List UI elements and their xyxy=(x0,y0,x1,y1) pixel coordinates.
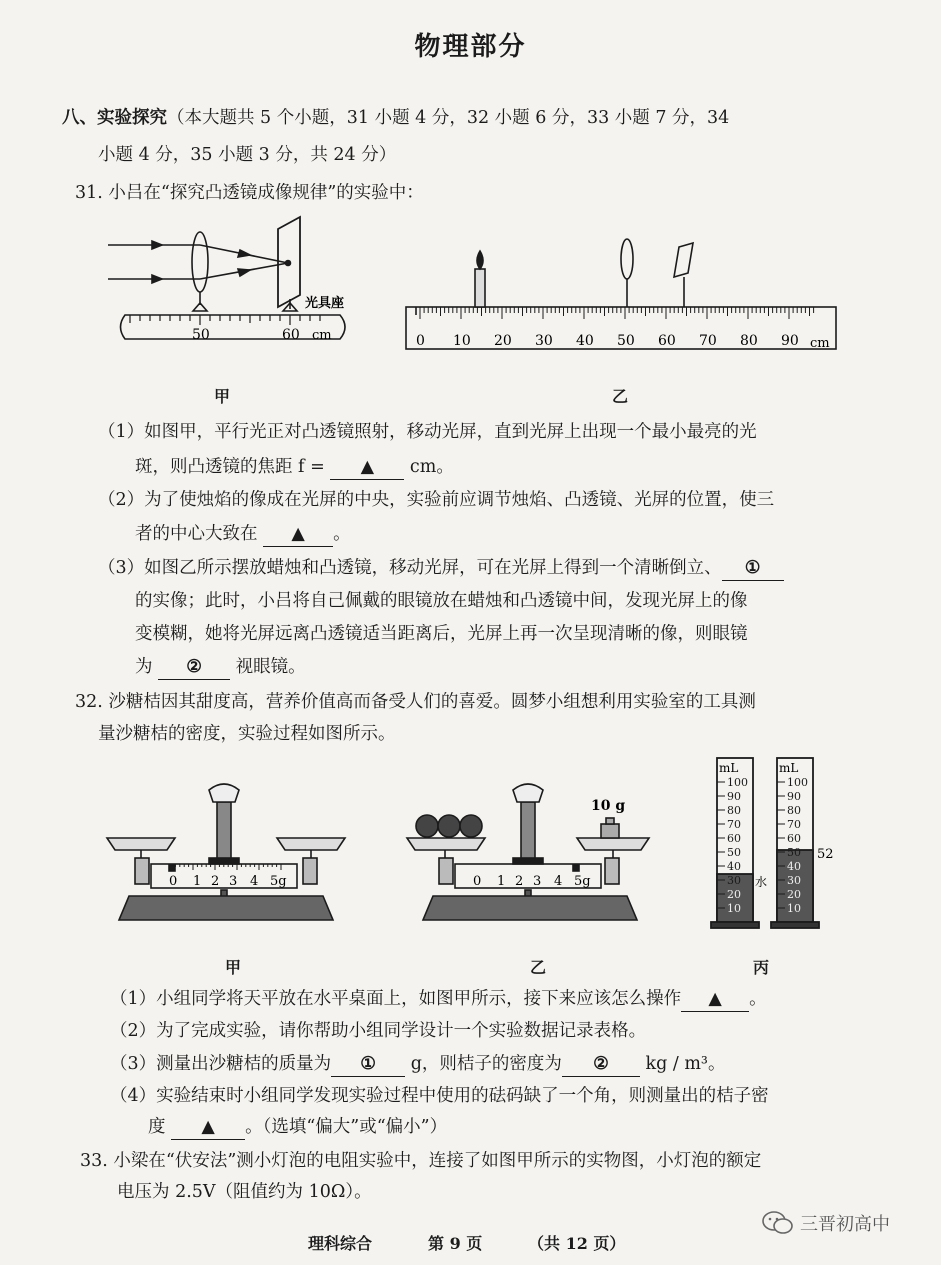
q31-caption-yi: 乙 xyxy=(612,387,629,406)
weight-10g-label: 10 g xyxy=(591,798,626,814)
yi-ruler-label: 40 xyxy=(576,333,594,349)
q31-p1-line1: （1）如图甲，平行光正对凸透镜照射，移动光屏，直到光屏上出现一个最小最亮的光 xyxy=(98,422,757,442)
cylinder-tick-label: 30 xyxy=(787,874,801,887)
q32-caption-yi: 乙 xyxy=(530,958,547,977)
q32-p3-blank1[interactable]: ① xyxy=(331,1052,405,1077)
cylinder-tick-label: 80 xyxy=(727,804,741,817)
q31-caption-jia: 甲 xyxy=(214,387,231,406)
footer-total: （共 12 页） xyxy=(528,1234,626,1253)
section-heading: 八、实验探究 xyxy=(62,108,167,128)
q32-p3-blank2[interactable]: ② xyxy=(562,1052,640,1077)
q32-stem-2: 量沙糖桔的密度，实验过程如图所示。 xyxy=(98,724,396,744)
yi-ruler-label: 30 xyxy=(535,333,553,349)
cylinder-tick-label: 60 xyxy=(787,832,801,845)
page-title: 物理部分 xyxy=(414,32,527,62)
svg-text:4: 4 xyxy=(554,874,563,889)
q31-p1-blank[interactable]: ▲ xyxy=(330,455,404,480)
section-note-2: 小题 4 分，35 小题 3 分，共 24 分） xyxy=(98,145,397,165)
cylinder-tick-label: 90 xyxy=(787,790,801,803)
svg-text:3: 3 xyxy=(533,874,542,889)
q32-p4-blank[interactable]: ▲ xyxy=(171,1115,245,1140)
cylinder-tick-label: 90 xyxy=(727,790,741,803)
svg-text:5g: 5g xyxy=(270,874,287,889)
q32-balance-jia xyxy=(105,780,350,930)
yi-ruler-label: 10 xyxy=(453,333,471,349)
svg-text:2: 2 xyxy=(515,874,524,889)
cylinder-tick-label: 70 xyxy=(727,818,741,831)
cylinder-tick-label: 10 xyxy=(727,902,741,915)
cylinder-tick-label: 40 xyxy=(727,860,741,873)
q31-figure-yi xyxy=(400,235,845,355)
q31-p2-line2: 者的中心大致在 ▲ 。 xyxy=(135,522,351,547)
cylinder-tick-label: 70 xyxy=(787,818,801,831)
q31-p1-line2: 斑，则凸透镜的焦距 f = ▲ cm。 xyxy=(135,455,454,480)
yi-ruler-label: 80 xyxy=(740,333,758,349)
section-note-1: （本大题共 5 个小题，31 小题 4 分，32 小题 6 分，33 小题 7 分，34 xyxy=(167,108,730,128)
watermark-text: 三晋初高中 xyxy=(800,1214,890,1235)
jia-tick-cm: cm xyxy=(312,328,332,343)
q31-p3-line3: 变模糊，她将光屏远离凸透镜适当距离后，光屏上再一次呈现清晰的像，则眼镜 xyxy=(135,624,748,644)
q31-p3-line4: 为 ② 视眼镜。 xyxy=(135,655,306,680)
footer-page: 第 9 页 xyxy=(428,1234,483,1253)
q32-p4-line1: （4）实验结束时小组同学发现实验过程中使用的砝码缺了一个角，则测量出的桔子密 xyxy=(110,1086,769,1106)
cylinder-tick-label: 20 xyxy=(787,888,801,901)
yi-ruler-label: 20 xyxy=(494,333,512,349)
svg-text:0: 0 xyxy=(473,874,482,889)
cylinder-tick-label: 100 xyxy=(727,776,748,789)
q31-p3-line1: （3）如图乙所示摆放蜡烛和凸透镜，移动光屏，可在光屏上得到一个清晰倒立、 ① xyxy=(98,556,784,581)
q32-p1: （1）小组同学将天平放在水平桌面上，如图甲所示，接下来应该怎么操作 ▲ 。 xyxy=(110,987,767,1012)
q32-p2: （2）为了完成实验，请你帮助小组同学设计一个实验数据记录表格。 xyxy=(110,1021,647,1041)
jia-tick-60: 60 xyxy=(282,327,300,343)
cylinder-tick-label: 30 xyxy=(727,874,741,887)
q32-caption-jia: 甲 xyxy=(225,958,242,977)
watermark xyxy=(762,1210,890,1236)
svg-text:1: 1 xyxy=(193,874,202,889)
q31-stem: 31. 小吕在“探究凸透镜成像规律”的实验中： xyxy=(75,183,424,203)
q31-p2-blank[interactable]: ▲ xyxy=(263,522,333,547)
q31-p3-blank2[interactable]: ② xyxy=(158,655,230,680)
section-header xyxy=(62,106,729,130)
cylinder-tick-label: 100 xyxy=(787,776,808,789)
q32-cylinders-bing xyxy=(705,752,840,932)
svg-text:5g: 5g xyxy=(574,874,591,889)
cylinder-tick-label: 60 xyxy=(727,832,741,845)
optical-bench-label: 光具座 xyxy=(305,296,345,311)
q31-figure-jia xyxy=(100,215,370,355)
svg-text:2: 2 xyxy=(211,874,220,889)
cylinder-tick-label: 50 xyxy=(787,846,801,859)
cylinder-tick-label: 80 xyxy=(787,804,801,817)
cylinder-tick-label: 40 xyxy=(787,860,801,873)
cylinder-tick-label: 50 xyxy=(727,846,741,859)
water-label: 水 xyxy=(755,875,768,889)
cylinder-reading: 52 xyxy=(817,847,834,862)
yi-ruler-label: 90 xyxy=(781,333,799,349)
q31-p2-line1: （2）为了使烛焰的像成在光屏的中央，实验前应调节烛焰、凸透镜、光屏的位置，使三 xyxy=(98,490,775,510)
footer-subject: 理科综合 xyxy=(308,1234,373,1253)
q32-caption-bing: 丙 xyxy=(753,958,770,977)
q32-p4-line2: 度 ▲ 。（选填“偏大”或“偏小”） xyxy=(148,1115,447,1140)
yi-ruler-label: 60 xyxy=(658,333,676,349)
cylinder-1-unit: mL xyxy=(719,761,739,775)
q32-stem-1: 32. 沙糖桔因其甜度高，营养价值高而备受人们的喜爱。圆梦小组想利用实验室的工具测 xyxy=(75,692,756,712)
q33-line1: 33. 小梁在“伏安法”测小灯泡的电阻实验中，连接了如图甲所示的实物图，小灯泡的额定 xyxy=(80,1151,762,1171)
svg-text:4: 4 xyxy=(250,874,259,889)
yi-ruler-label: 0 xyxy=(416,333,425,349)
svg-text:0: 0 xyxy=(169,874,178,889)
cylinder-tick-label: 20 xyxy=(727,888,741,901)
wechat-icon xyxy=(762,1210,794,1236)
svg-text:1: 1 xyxy=(497,874,506,889)
yi-ruler-label: 50 xyxy=(617,333,635,349)
svg-text:3: 3 xyxy=(229,874,238,889)
cylinder-tick-label: 10 xyxy=(787,902,801,915)
q32-balance-yi xyxy=(405,780,660,930)
jia-tick-50: 50 xyxy=(192,327,210,343)
yi-unit: cm xyxy=(810,336,830,351)
q31-p3-blank1[interactable]: ① xyxy=(722,556,784,581)
q32-p3: （3）测量出沙糖桔的质量为 ① g，则桔子的密度为 ② kg / m³。 xyxy=(110,1052,725,1077)
cylinder-2-unit: mL xyxy=(779,761,799,775)
q33-line2: 电压为 2.5V（阻值约为 10Ω）。 xyxy=(117,1182,372,1202)
yi-ruler-label: 70 xyxy=(699,333,717,349)
q31-p3-line2: 的实像；此时，小吕将自己佩戴的眼镜放在蜡烛和凸透镜中间，发现光屏上的像 xyxy=(135,591,748,611)
q32-p1-blank[interactable]: ▲ xyxy=(681,987,749,1012)
